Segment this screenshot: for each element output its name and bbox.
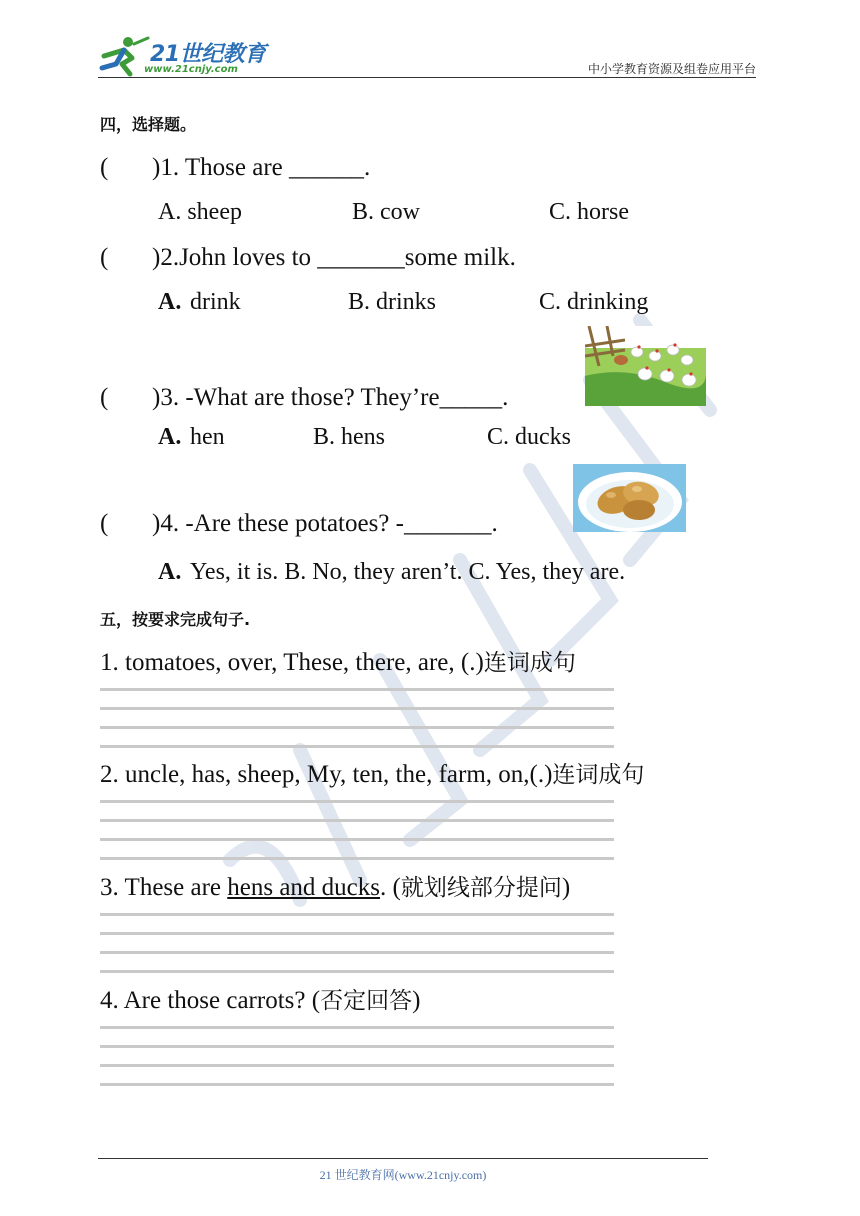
item-3-text: [100, 875, 570, 900]
writing-line: [100, 838, 614, 841]
writing-line: [100, 707, 614, 710]
item-4-text: [100, 988, 420, 1013]
q3-option-a-letter: A.: [158, 424, 182, 450]
writing-line: [100, 932, 614, 935]
writing-line: [100, 819, 614, 822]
item-4-english: 4. Are those carrots? (: [100, 987, 321, 1014]
section-4-title: 四，选择题。: [100, 115, 197, 134]
q4-stem: )4. -Are these potatoes? -_______.: [152, 510, 498, 537]
section-5-title: 五，按要求完成句子.: [100, 610, 251, 629]
writing-line: [100, 1045, 614, 1048]
farm-chickens-image: [585, 326, 706, 406]
item-3-underlined-phrase: hens and ducks: [227, 874, 381, 901]
q1-option-a: A. sheep: [158, 199, 242, 225]
item-1-chinese: 连词成句: [483, 650, 576, 676]
footer-divider: [98, 1158, 708, 1159]
item-3-english-post: . (: [380, 874, 401, 901]
header-divider: [98, 77, 756, 78]
item-3-chinese: 就划线部分提问: [400, 875, 562, 901]
writing-line: [100, 1026, 614, 1029]
chickens-icon: [585, 326, 706, 406]
writing-line: [100, 913, 614, 916]
q3-option-c: C. ducks: [487, 424, 571, 450]
q1-paren: (: [100, 154, 109, 181]
q2-option-a-letter: A.: [158, 289, 182, 315]
potatoes-icon: [573, 464, 686, 532]
header-platform-text: 中小学教育资源及组卷应用平台: [587, 62, 756, 76]
q3-option-b: B. hens: [313, 424, 385, 450]
writing-line: [100, 970, 614, 973]
item-2-english: 2. uncle, has, sheep, My, ten, the, farm, on,(.): [100, 761, 553, 788]
q1-option-c: C. horse: [549, 199, 629, 225]
item-4-chinese: 否定回答: [320, 988, 413, 1014]
writing-line: [100, 857, 614, 860]
writing-line: [100, 800, 614, 803]
writing-line: [100, 726, 614, 729]
item-2-text: [100, 762, 644, 787]
q1-option-b: B. cow: [352, 199, 420, 225]
item-1-text: [100, 650, 576, 675]
writing-line: [100, 951, 614, 954]
footer-text: 21 世纪教育网(www.21cnjy.com): [319, 1168, 487, 1182]
writing-line: [100, 745, 614, 748]
writing-line: [100, 1064, 614, 1067]
q2-stem: )2.John loves to _______some milk.: [152, 244, 516, 271]
q4-option-a-letter: A.: [158, 559, 182, 585]
logo-text: 21世纪教育: [150, 42, 266, 67]
item-3-close: ): [561, 874, 571, 901]
writing-line: [100, 688, 614, 691]
q2-paren: (: [100, 244, 109, 271]
q4-options-text: Yes, it is. B. No, they aren’t. C. Yes, they are.: [190, 559, 626, 585]
item-2-chinese: 连词成句: [552, 762, 645, 788]
item-4-close: ): [412, 987, 421, 1014]
q2-option-c: C. drinking: [539, 289, 649, 315]
logo-url: www.21cnjy.com: [144, 64, 238, 75]
item-3-english-pre: 3. These are: [100, 874, 228, 901]
q4-paren: (: [100, 510, 109, 537]
writing-line: [100, 1083, 614, 1086]
item-1-english: 1. tomatoes, over, These, there, are, (.): [100, 649, 484, 676]
q2-option-a-text: drink: [190, 289, 241, 315]
potatoes-image: [573, 464, 686, 532]
q3-option-a-text: hen: [190, 424, 225, 450]
q3-paren: (: [100, 384, 109, 411]
q2-option-b: B. drinks: [348, 289, 437, 315]
q1-stem: )1. Those are ______.: [152, 154, 371, 181]
q3-stem: )3. -What are those? They’re_____.: [152, 384, 509, 411]
